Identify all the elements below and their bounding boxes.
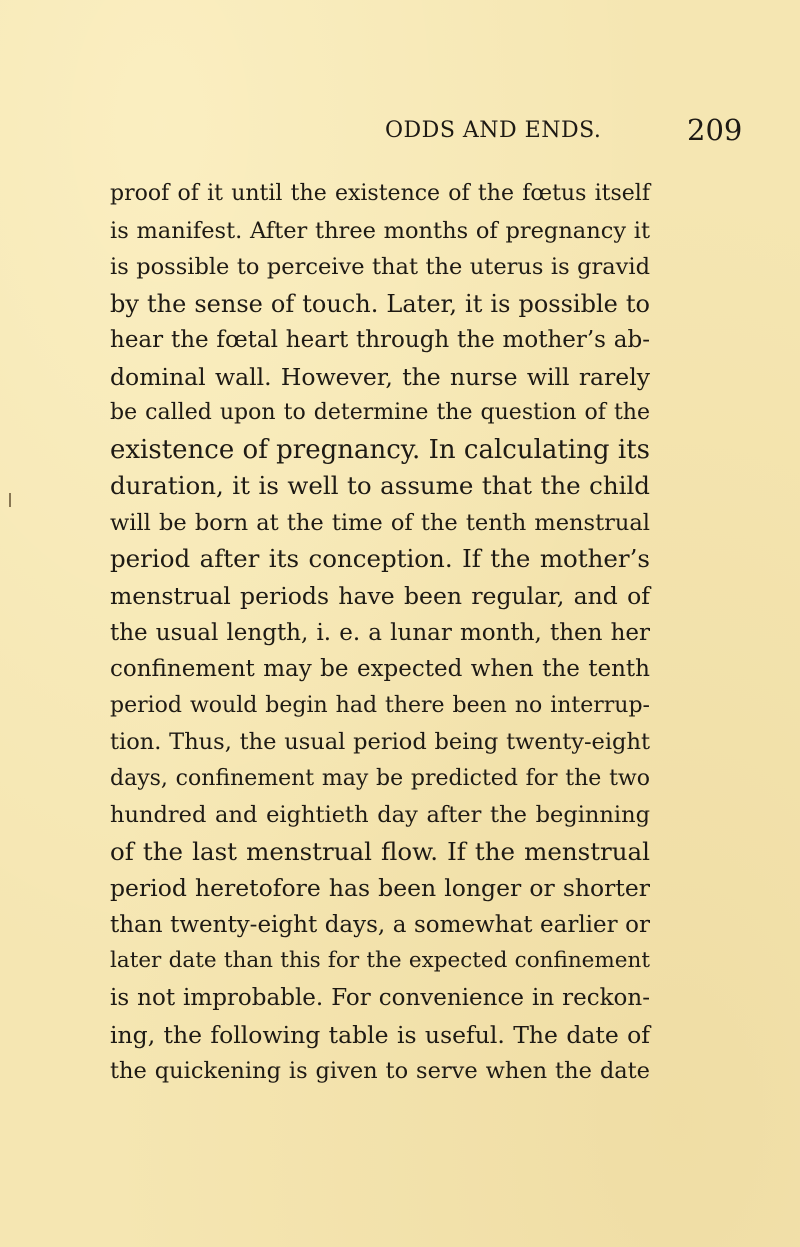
text-line: the quickening is given to serve when the date [110,1058,650,1085]
text-line: of the last menstrual flow. If the menstrual [110,836,650,866]
text-line: hear the fœtal heart through the mother’s ab- [110,327,650,354]
text-line: will be born at the time of the tenth menstrual [110,509,650,536]
running-head [0,113,800,147]
text-line: dominal wall. However, the nurse will rarely [110,362,650,391]
text-line: is possible to perceive that the uterus is gravid [110,254,650,281]
text-line: hundred and eightieth day after the beginning [110,802,650,829]
text-line: than twenty-eight days, a somewhat earlier or [110,911,650,938]
text-line: menstrual periods have been regular, and of [110,582,650,611]
text-line: is manifest. After three months of pregnancy it [110,217,650,244]
text-line: proof of it until the existence of the fœtus itself [110,181,650,206]
margin-mark [9,493,11,507]
text-line: existence of pregnancy. In calculating its [110,434,650,465]
text-line: is not improbable. For convenience in reckon- [110,985,650,1012]
text-line: duration, it is well to assume that the child [110,471,650,501]
text-line: days, confinement may be predicted for the two [110,765,650,791]
running-title: ODDS AND ENDS. [385,118,602,143]
text-line: ing, the following table is useful. The date of [110,1020,650,1049]
page-number: 209 [687,113,743,147]
text-line: period heretofore has been longer or shorter [110,874,650,903]
text-line: period would begin had there been no interrup- [110,692,650,718]
text-line: confinement may be expected when the tenth [110,656,650,683]
text-line: by the sense of touch. Later, it is possible to [110,289,650,318]
text-line: later date than this for the expected confinement [110,948,650,974]
body-paragraph [110,176,650,1090]
text-line: be called upon to determine the question of the [110,400,650,426]
text-line: tion. Thus, the usual period being twenty-eight [110,729,650,756]
text-line: period after its conception. If the mother’s [110,544,650,574]
text-line: the usual length, i. e. a lunar month, then her [110,619,650,646]
